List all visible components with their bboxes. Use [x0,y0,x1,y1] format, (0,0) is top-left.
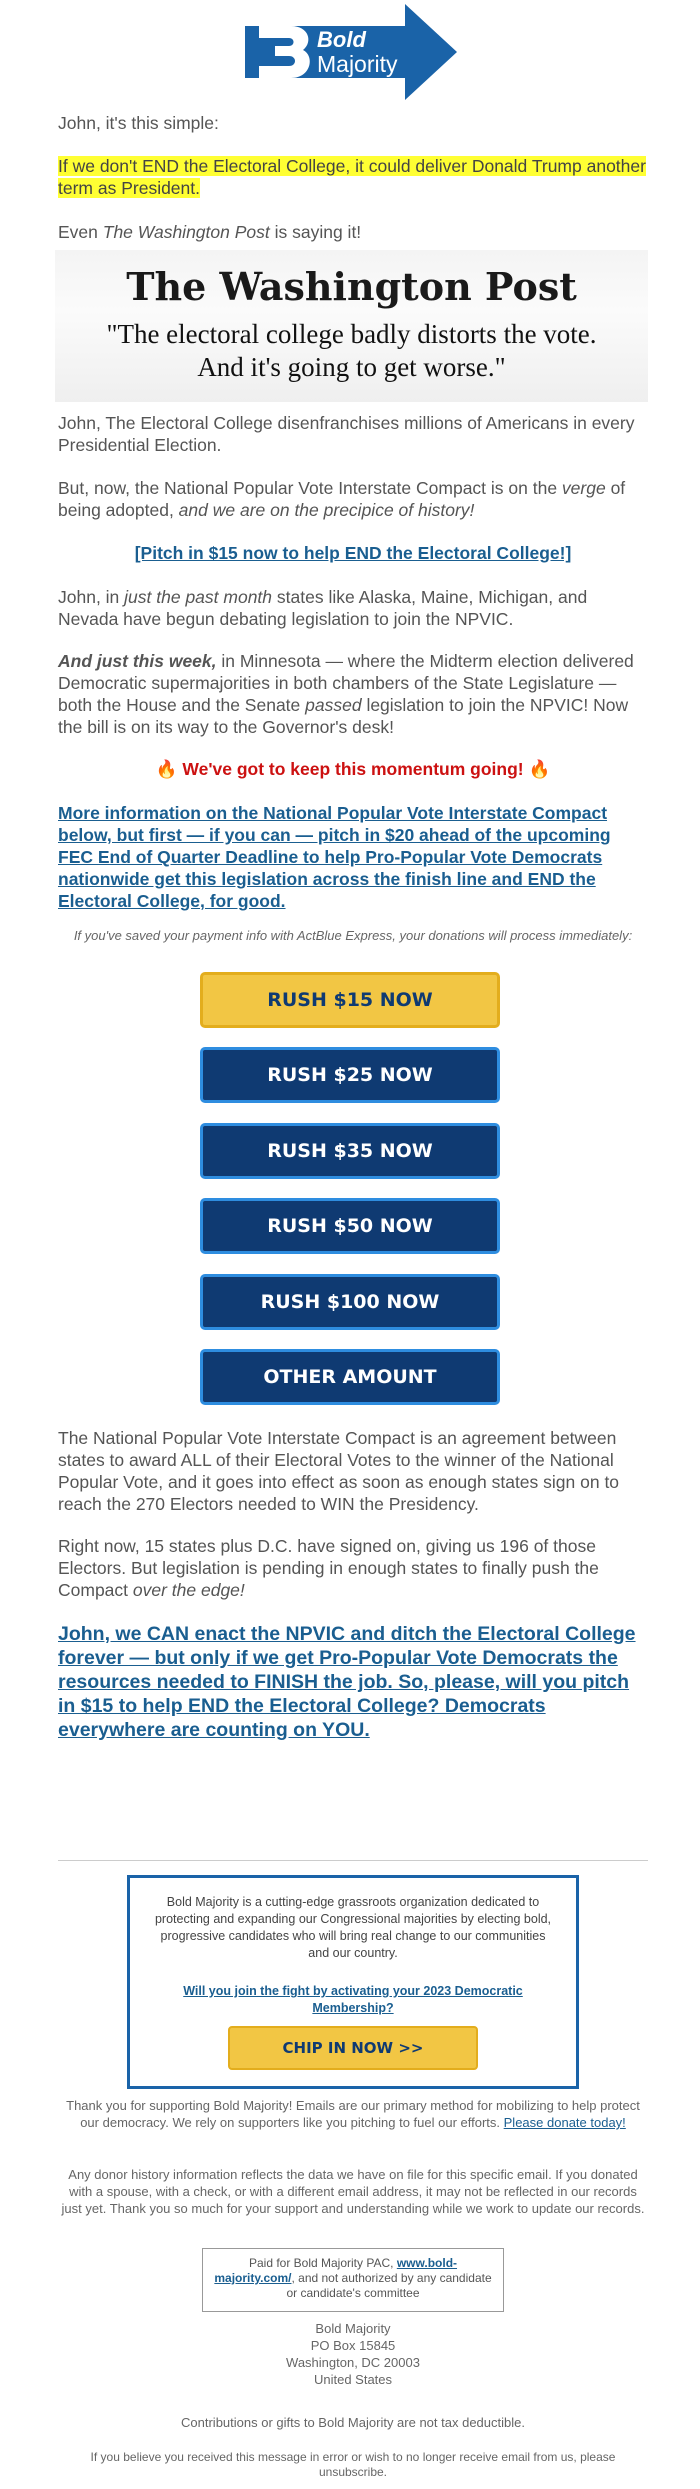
membership-question-link[interactable]: Will you join the fight by activating your 2023 Democratic Membership? [183,1984,523,2015]
washington-post-quote-image [55,250,648,402]
highlight-text: If we don't END the Electoral College, it could deliver Donald Trump another term as President. [58,156,646,198]
logo-line2: Majority [317,51,398,77]
chip-in-now-button[interactable]: CHIP IN NOW >> [228,2026,478,2070]
other-amount-button[interactable]: OTHER AMOUNT [200,1349,500,1405]
footer-history: Any donor history information reflects the data we have on file for this specific email. If you donated with a spouse, with a check, or with a different email address, it may not be reflected in our records just yet. Thank you so much for your support and understanding while we work to update our records. [61,2167,645,2216]
pitch-15-link[interactable]: [Pitch in $15 now to help END the Electoral College!] [134,543,572,563]
paragraph-npvic-verge: But, now, the National Popular Vote Interstate Compact is on the verge of being adopted, and we are on the precipice of history! [58,478,626,520]
momentum-line: 🔥 We've got to keep this momentum going! 🔥 [155,759,551,779]
divider [58,1860,648,1861]
more-info-link-wrap [58,802,648,912]
more-info-20-link[interactable]: More information on the National Popular Vote Interstate Compact below, but first — if you can — pitch in $20 ahead of the upcoming FEC End of Quarter Deadline to help Pro-Popular Vote Democrats nationwide get this legislation across the finish line and END the Electoral College, for good. [58,803,611,911]
bold-majority-logo [245,4,457,102]
logo-line1: Bold [317,27,366,52]
mailing-address: Bold Majority PO Box 15845 Washington, DC 20003 United States [286,2321,420,2387]
about-text: Bold Majority is a cutting-edge grassroots organization dedicated to protecting and expanding our Congressional majorities by electing bold, progressive candidates who will bring real change to our communities and our country. [154,1895,552,1960]
greeting: John, it's this simple: [58,113,219,133]
donate-today-link[interactable]: Please donate today! [503,2115,626,2130]
rush-25-button[interactable]: RUSH $25 NOW [200,1047,500,1103]
rush-35-button[interactable]: RUSH $35 NOW [200,1123,500,1179]
fire-icon: 🔥 [528,759,551,779]
wapo-masthead: The Washington Post [126,264,577,309]
actblue-note: If you've saved your payment info with ActBlue Express, your donations will process immediately: [73,928,633,943]
fire-icon: 🔥 [155,759,178,779]
unsubscribe-note[interactable]: If you believe you received this message in error or wish to no longer receive email from us, please unsubscribe. [90,2450,616,2479]
website-link[interactable]: www.bold-majority.com/ [214,2256,458,2285]
closing-link-wrap [58,1622,648,1742]
rush-50-button[interactable]: RUSH $50 NOW [200,1198,500,1254]
footer-thanks: Thank you for supporting Bold Majority! Emails are our primary method for mobilizing to help protect our democracy. We rely on supporters like you pitching to fuel our efforts. Please donate today! [66,2098,640,2130]
tax-note: Contributions or gifts to Bold Majority are not tax deductible. [181,2415,525,2430]
paragraph-npvic-explained: The National Popular Vote Interstate Compact is an agreement between states to award ALL of their Electoral Votes to the winner of the National Popular Vote, and it goes into effect as soon as enough states sign on to reach the 270 Electors needed to WIN the Presidency. [58,1428,620,1514]
paragraph-196-electors: Right now, 15 states plus D.C. have signed on, giving us 196 of those Electors. But legislation is pending in enough states to finally push the Compact over the edge! [58,1536,599,1600]
wapo-quote: "The electoral college badly distorts the vote. And it's going to get worse." [106,319,597,382]
paid-for-box: Paid for Bold Majority PAC, www.bold-majority.com/, and not authorized by any candidate or candidate's committee [202,2248,504,2312]
highlight-paragraph [58,155,648,199]
pitch-link-wrap [58,543,648,564]
wapo-intro: Even The Washington Post is saying it! [58,222,362,242]
rush-15-button[interactable]: RUSH $15 NOW [200,972,500,1028]
rush-100-button[interactable]: RUSH $100 NOW [200,1274,500,1330]
paragraph-disenfranchises: John, The Electoral College disenfranchises millions of Americans in every Presidential Election. [58,413,635,455]
membership-box [127,1875,579,2089]
closing-pitch-link[interactable]: John, we CAN enact the NPVIC and ditch the Electoral College forever — but only if we get Pro-Popular Vote Democrats the resources needed to FINISH the job. So, please, will you pitch in $15 to help END the Electoral College? Democrats everywhere are counting on YOU. [58,1623,636,1741]
paragraph-past-month: John, in just the past month states like Alaska, Maine, Michigan, and Nevada have begun debating legislation to join the NPVIC. [58,587,588,629]
paragraph-minnesota: And just this week, in Minnesota — where the Midterm election delivered Democratic supermajorities in both chambers of the State Legislature — both the House and the Senate passed legislation to join the NPVIC! Now the bill is on its way to the Governor's desk! [58,651,634,737]
